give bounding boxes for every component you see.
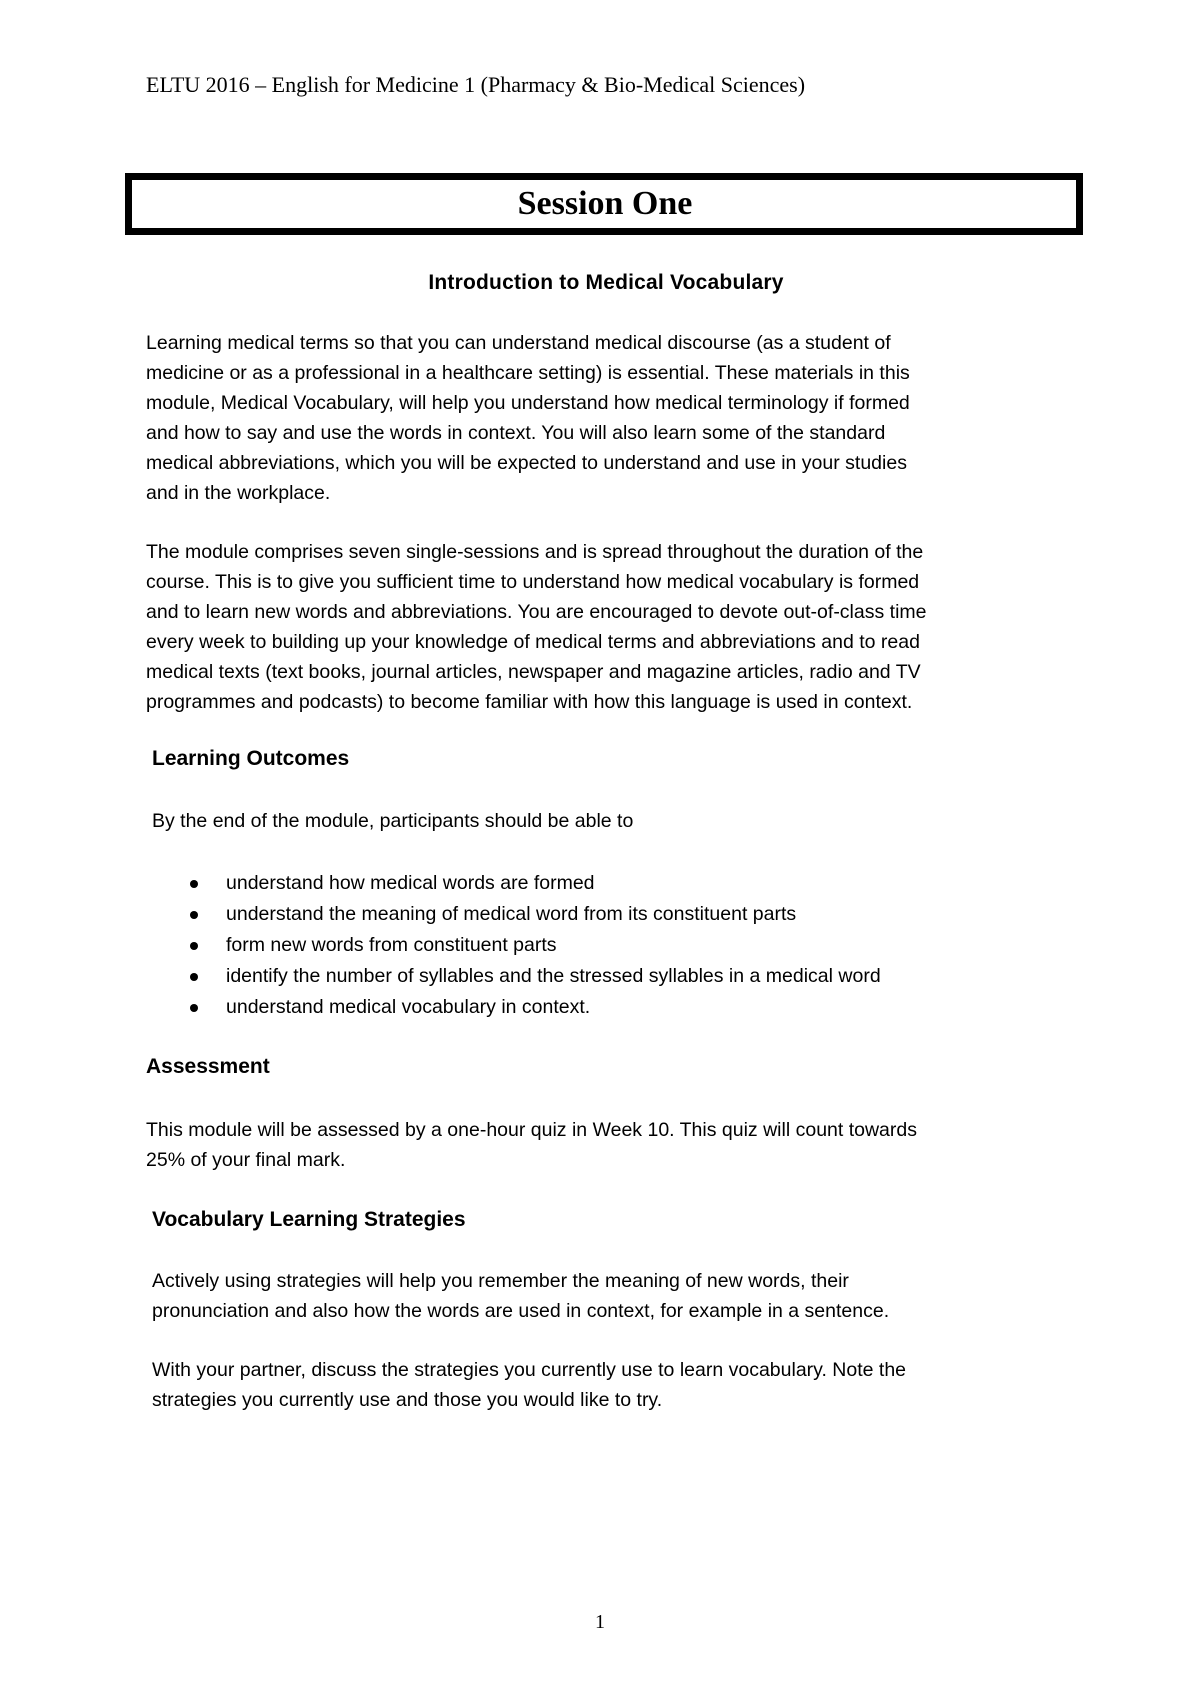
text-line: every week to building up your knowledge of medical terms and abbreviations and to read [146,631,920,653]
text-line: This module will be assessed by a one-hour quiz in Week 10. This quiz will count towards [146,1119,917,1141]
list-item-text: understand the meaning of medical word from its constituent parts [226,903,797,925]
learning-outcomes-heading: Learning Outcomes [152,747,350,770]
text-line: medicine or as a professional in a healthcare setting) is essential. These materials in this [146,362,910,384]
bullet-icon [190,942,198,950]
list-item [180,961,881,992]
page-number: 1 [595,1611,605,1633]
text-line: The module comprises seven single-sessions and is spread throughout the duration of the [146,541,924,563]
session-title-box [125,173,1083,235]
assessment-heading: Assessment [146,1055,270,1078]
text-line: medical abbreviations, which you will be expected to understand and use in your studies [146,452,907,474]
text-line: programmes and podcasts) to become familiar with how this language is used in context. [146,691,913,713]
learning-outcomes-list [180,868,881,1023]
strategies-heading: Vocabulary Learning Strategies [152,1208,466,1231]
text-line: course. This is to give you sufficient time to understand how medical vocabulary is formed [146,571,920,593]
text-line: 25% of your final mark. [146,1149,346,1171]
list-item-text: understand how medical words are formed [226,872,595,894]
running-header: ELTU 2016 – English for Medicine 1 (Pharmacy & Bio-Medical Sciences) [146,72,806,97]
bullet-icon [190,1004,198,1012]
text-line: and to learn new words and abbreviations. You are encouraged to devote out-of-class time [146,601,927,623]
list-item-text: understand medical vocabulary in context. [226,996,591,1018]
strategies-paragraph-2 [152,1355,1072,1415]
list-item-text: identify the number of syllables and the stressed syllables in a medical word [226,965,881,987]
text-line: Learning medical terms so that you can understand medical discourse (as a student of [146,332,891,354]
text-line: medical texts (text books, journal articles, newspaper and magazine articles, radio and TV [146,661,921,683]
text-line: and how to say and use the words in context. You will also learn some of the standard [146,422,886,444]
session-title: Session One [517,185,693,222]
strategies-paragraph-1 [152,1266,1072,1326]
text-line: pronunciation and also how the words are used in context, for example in a sentence. [152,1300,890,1322]
list-item [180,992,881,1023]
bullet-icon [190,880,198,888]
intro-paragraph-2 [146,537,1066,717]
text-line: strategies you currently use and those you would like to try. [152,1389,663,1411]
bullet-icon [190,973,198,981]
bullet-icon [190,911,198,919]
intro-paragraph-1 [146,328,1066,508]
list-item [180,899,881,930]
text-line: With your partner, discuss the strategies you currently use to learn vocabulary. Note the [152,1359,907,1381]
list-item [180,868,881,899]
list-item-text: form new words from constituent parts [226,934,557,956]
text-line: module, Medical Vocabulary, will help you understand how medical terminology if formed [146,392,910,414]
assessment-paragraph [146,1115,1066,1175]
learning-outcomes-lead [152,806,1072,836]
list-item [180,930,881,961]
session-subtitle: Introduction to Medical Vocabulary [428,271,784,294]
text-line: and in the workplace. [146,482,331,504]
text-line: By the end of the module, participants should be able to [152,810,634,832]
text-line: Actively using strategies will help you remember the meaning of new words, their [152,1270,849,1292]
